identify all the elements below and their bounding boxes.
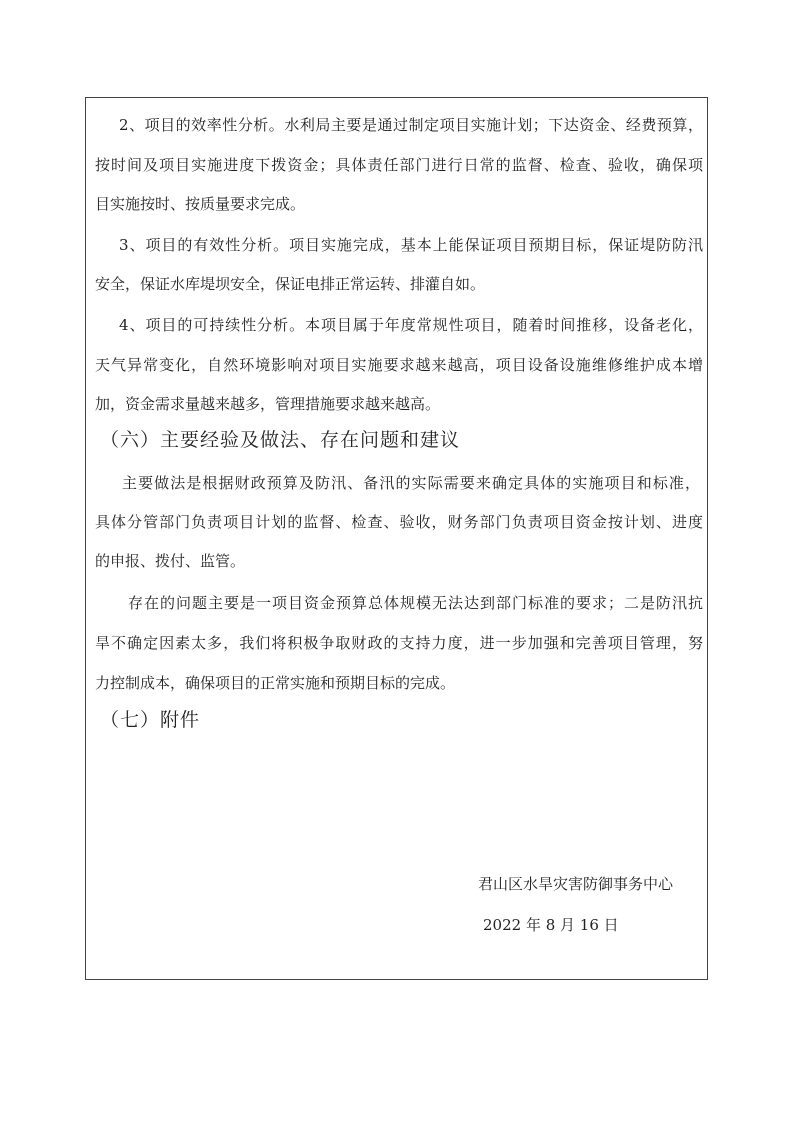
text-line: 主要做法是根据财政预算及防汛、备汛的实际需要来确定具体的实施项目和标准， — [122, 474, 700, 492]
section-heading-6: （六）主要经验及做法、存在问题和建议 — [100, 429, 461, 451]
text-line: 4、项目的可持续性分析。本项目属于年度常规性项目，随着时间推移，设备老化， — [119, 316, 703, 334]
text-line: 的申报、拨付、监管。 — [95, 552, 246, 570]
document-frame — [85, 97, 708, 980]
signature-organization: 君山区水旱灾害防御事务中心 — [478, 875, 674, 893]
text-line: 按时间及项目实施进度下拨资金；具体责任部门进行日常的监督、检查、验收，确保项 — [95, 156, 703, 174]
text-line: 目实施按时、按质量要求完成。 — [95, 195, 306, 213]
text-line: 具体分管部门负责项目计划的监督、检查、验收，财务部门负责项目资金按计划、进度 — [95, 513, 703, 531]
text-line: 旱不确定因素太多，我们将积极争取财政的支持力度，进一步加强和完善项目管理，努 — [95, 634, 703, 652]
text-line: 2、项目的效率性分析。水利局主要是通过制定项目实施计划；下达资金、经费预算， — [119, 116, 703, 134]
text-line: 力控制成本，确保项目的正常实施和预期目标的完成。 — [95, 674, 456, 692]
text-line: 3、项目的有效性分析。项目实施完成，基本上能保证项目预期目标，保证堤防防汛 — [119, 236, 703, 254]
text-line: 安全，保证水库堤坝安全，保证电排正常运转、排灌自如。 — [95, 275, 486, 293]
section-heading-7: （七）附件 — [100, 709, 201, 731]
text-line: 存在的问题主要是一项目资金预算总体规模无法达到部门标准的要求；二是防汛抗 — [128, 594, 703, 612]
text-line: 天气异常变化，自然环境影响对项目实施要求越来越高，项目设备设施维修维护成本增 — [95, 356, 703, 374]
signature-date: 2022 年 8 月 16 日 — [483, 916, 619, 934]
text-line: 加，资金需求量越来越多，管理措施要求越来越高。 — [95, 395, 441, 413]
